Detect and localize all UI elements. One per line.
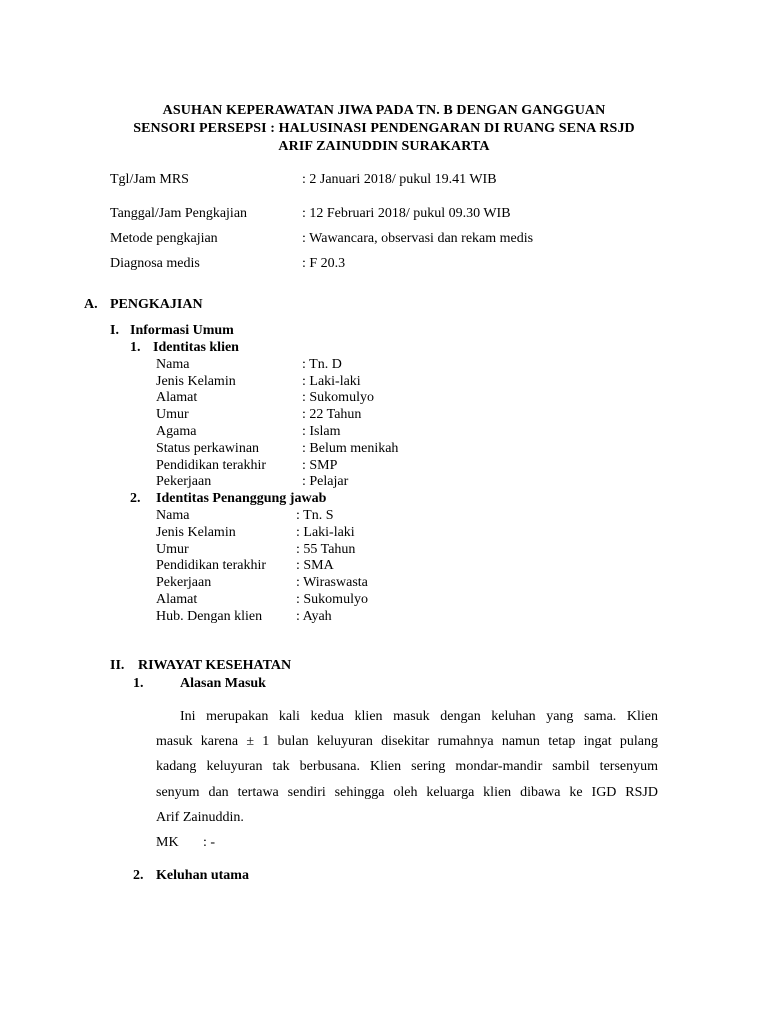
klien-value: : Belum menikah (302, 441, 399, 456)
klien-label: Agama (156, 424, 197, 439)
klien-value: : Sukomulyo (302, 390, 374, 405)
pj-label: Pendidikan terakhir (156, 558, 267, 573)
pj-label: Umur (156, 542, 189, 557)
meta-label-pengkajian: Tanggal/Jam Pengkajian (110, 206, 248, 221)
pj-label: Pekerjaan (156, 575, 212, 590)
identitas-pj-number: 2. (130, 491, 141, 506)
meta-value-pengkajian: : 12 Februari 2018/ pukul 09.30 WIB (302, 206, 511, 221)
klien-value: : Islam (302, 424, 341, 439)
klien-label: Pekerjaan (156, 474, 212, 489)
meta-value-metode: : Wawancara, observasi dan rekam medis (302, 231, 534, 246)
klien-value: : Pelajar (302, 474, 349, 489)
alasan-masuk-number: 1. (133, 676, 144, 691)
pj-value: : Tn. S (296, 508, 334, 523)
pj-value: : Ayah (296, 609, 332, 624)
part-2-title: RIWAYAT KESEHATAN (138, 658, 292, 673)
identitas-klien-title: Identitas klien (153, 340, 239, 355)
alasan-masuk-title: Alasan Masuk (180, 676, 266, 691)
meta-value-diagnosa: : F 20.3 (302, 256, 346, 271)
klien-label: Status perkawinan (156, 441, 260, 456)
pj-value: : SMA (296, 558, 334, 573)
alasan-masuk-line-4: senyum dan tertawa sendiri sehingga oleh keluarga klien dibawa ke IGD RSJD (156, 785, 658, 800)
pj-value: : Laki-laki (296, 525, 355, 540)
klien-label: Jenis Kelamin (156, 374, 236, 389)
alasan-masuk-line-3: kadang keluyuran tak berbusana. Klien sering mondar-mandir sambil tersenyum (156, 759, 658, 774)
pj-label: Jenis Kelamin (156, 525, 236, 540)
identitas-klien-number: 1. (130, 340, 141, 355)
title-line-1: ASUHAN KEPERAWATAN JIWA PADA TN. B DENGAN GANGGUAN (162, 103, 606, 118)
meta-label-mrs: Tgl/Jam MRS (110, 172, 189, 187)
pj-label: Nama (156, 508, 190, 523)
pj-label: Alamat (156, 592, 198, 607)
mk-value: : - (203, 835, 216, 850)
alasan-masuk-line-2: masuk karena ± 1 bulan keluyuran disekitar rumahnya namun tetap ingat pulang (156, 734, 658, 749)
meta-value-mrs: : 2 Januari 2018/ pukul 19.41 WIB (302, 172, 497, 187)
keluhan-utama-number: 2. (133, 868, 144, 883)
klien-value: : Tn. D (302, 357, 342, 372)
part-2-numeral: II. (110, 658, 125, 673)
section-a-title: PENGKAJIAN (110, 297, 203, 312)
keluhan-utama-title: Keluhan utama (156, 868, 249, 883)
meta-label-metode: Metode pengkajian (110, 231, 218, 246)
klien-value: : 22 Tahun (302, 407, 362, 422)
pj-value: : Sukomulyo (296, 592, 368, 607)
klien-label: Alamat (156, 390, 198, 405)
title-line-3: ARIF ZAINUDDIN SURAKARTA (278, 139, 490, 154)
section-a-letter: A. (84, 297, 98, 312)
meta-label-diagnosa: Diagnosa medis (110, 256, 200, 271)
pj-label: Hub. Dengan klien (156, 609, 263, 624)
part-1-numeral: I. (110, 323, 119, 338)
klien-label: Nama (156, 357, 190, 372)
pj-value: : 55 Tahun (296, 542, 356, 557)
klien-label: Pendidikan terakhir (156, 458, 267, 473)
identitas-pj-title: Identitas Penanggung jawab (156, 491, 327, 506)
pj-value: : Wiraswasta (296, 575, 368, 590)
mk-label: MK (156, 835, 179, 850)
klien-value: : SMP (302, 458, 338, 473)
alasan-masuk-line-1: Ini merupakan kali kedua klien masuk dengan keluhan yang sama. Klien (180, 709, 658, 724)
part-1-title: Informasi Umum (130, 323, 234, 338)
klien-label: Umur (156, 407, 189, 422)
title-line-2: SENSORI PERSEPSI : HALUSINASI PENDENGARAN DI RUANG SENA RSJD (133, 121, 635, 136)
alasan-masuk-line-5: Arif Zainuddin. (156, 810, 244, 825)
klien-value: : Laki-laki (302, 374, 361, 389)
